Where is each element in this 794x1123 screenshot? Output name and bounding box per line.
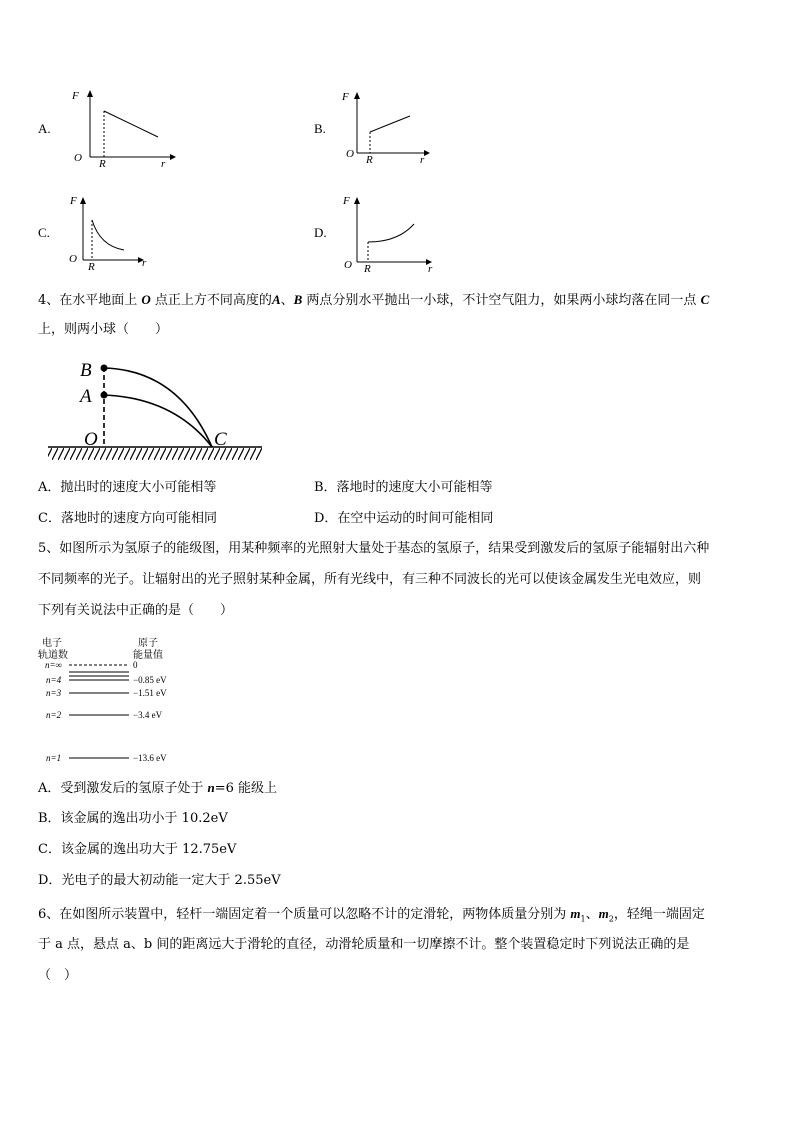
q5-stem-line2: 不同频率的光子。让辐射出的光子照射某种金属，所有光线中，有三种不同波长的光可以使该金属发生光电效应，则 (38, 572, 702, 587)
q5-option-d: D．光电子的最大初动能一定大于 2.55eV (38, 873, 281, 888)
q3-c-origin: O (69, 253, 77, 265)
q3-b-x-label: r (420, 154, 425, 166)
q3-a-r-mark: R (99, 158, 106, 167)
q3-option-d-label: D. (314, 225, 327, 240)
q3-option-a-label: A. (38, 121, 51, 136)
q3-b-origin: O (346, 148, 354, 160)
q3-graph-b (340, 85, 440, 167)
q4-stem-line2: 上，则两小球（ ） (38, 322, 169, 337)
q4-option-a: A．抛出时的速度大小可能相等 (38, 480, 217, 495)
q5-level-3-energy: −1.51 eV (133, 688, 167, 698)
q6-stem-line1: 6、在如图所示装置中，轻杆一端固定着一个质量可以忽略不计的定滑轮，两物体质量分别为 $m_1$、$m_2$，轻绳一端固定 (38, 906, 705, 924)
q3-b-y-label: F (342, 91, 349, 103)
q4-label-c: C (214, 429, 227, 450)
q5-right-header-1: 原子 (138, 638, 158, 649)
q5-level-1-energy: −13.6 eV (133, 753, 167, 763)
q4-label-a: A (80, 386, 92, 407)
q4-option-b: B．落地时的速度大小可能相等 (314, 480, 493, 495)
q4-option-d: D．在空中运动的时间可能相同 (314, 511, 494, 526)
q3-graph-c (66, 190, 166, 272)
q3-option-b-label: B. (314, 121, 326, 136)
q5-level-4-energy: −0.85 eV (133, 675, 167, 685)
q3-c-y-label: F (70, 195, 77, 207)
q3-a-x-label: r (161, 158, 166, 167)
q4-stem-line1: 4、在水平地面上 O 点正上方不同高度的A、B 两点分别水平抛出一小球，不计空气阻力，如果两小球均落在同一点 C (38, 292, 710, 308)
q6-stem-line3: （ ） (38, 968, 78, 983)
q3-a-y-label: F (72, 90, 79, 102)
q3-d-x-label: r (428, 263, 433, 272)
q3-c-r-mark: R (88, 261, 95, 272)
q5-option-b: B．该金属的逸出功小于 10.2eV (38, 811, 228, 826)
q5-level-inf-n: n=∞ (45, 660, 62, 670)
q6-stem-line2: 于 a 点，悬点 a、b 间的距离远大于滑轮的直径，动滑轮质量和一切摩擦不计。整个装置稳定时下列说法正确的是 (38, 937, 690, 952)
q5-left-header-1: 电子 (42, 638, 62, 649)
q5-left-header-2: 轨道数 (38, 650, 68, 661)
q5-level-4-n: n=4 (46, 675, 62, 685)
q3-d-origin: O (344, 259, 352, 271)
q5-level-3-n: n=3 (46, 688, 62, 698)
q5-level-1-n: n=1 (46, 753, 62, 763)
q4-option-c: C．落地时的速度方向可能相同 (38, 511, 217, 526)
q3-b-r-mark: R (366, 154, 373, 166)
q5-level-inf-energy: 0 (133, 660, 138, 670)
q5-stem-line1: 5、如图所示为氢原子的能级图，用某种频率的光照射大量处于基态的氢原子，结果受到激发后的氢原子能辐射出六种 (38, 541, 710, 556)
q3-a-origin: O (74, 152, 82, 164)
q3-graph-a (68, 85, 178, 167)
q5-option-a: A．受到激发后的氢原子处于 n=6 能级上 (38, 780, 278, 796)
q5-right-header-2: 能量值 (133, 650, 163, 661)
q5-option-c: C．该金属的逸出功大于 12.75eV (38, 842, 237, 857)
q3-d-y-label: F (343, 195, 350, 207)
q3-c-x-label: r (142, 257, 147, 269)
q5-energy-level-diagram (36, 634, 196, 764)
q4-figure (46, 352, 264, 466)
q5-level-2-energy: −3.4 eV (133, 710, 163, 720)
q5-level-2-n: n=2 (46, 710, 62, 720)
q3-option-c-label: C. (38, 225, 50, 240)
q3-d-r-mark: R (364, 263, 371, 272)
q4-label-b: B (80, 360, 92, 381)
q4-label-o: O (84, 429, 98, 450)
q5-stem-line3: 下列有关说法中正确的是（ ） (38, 603, 234, 618)
q3-graph-d (338, 190, 442, 272)
